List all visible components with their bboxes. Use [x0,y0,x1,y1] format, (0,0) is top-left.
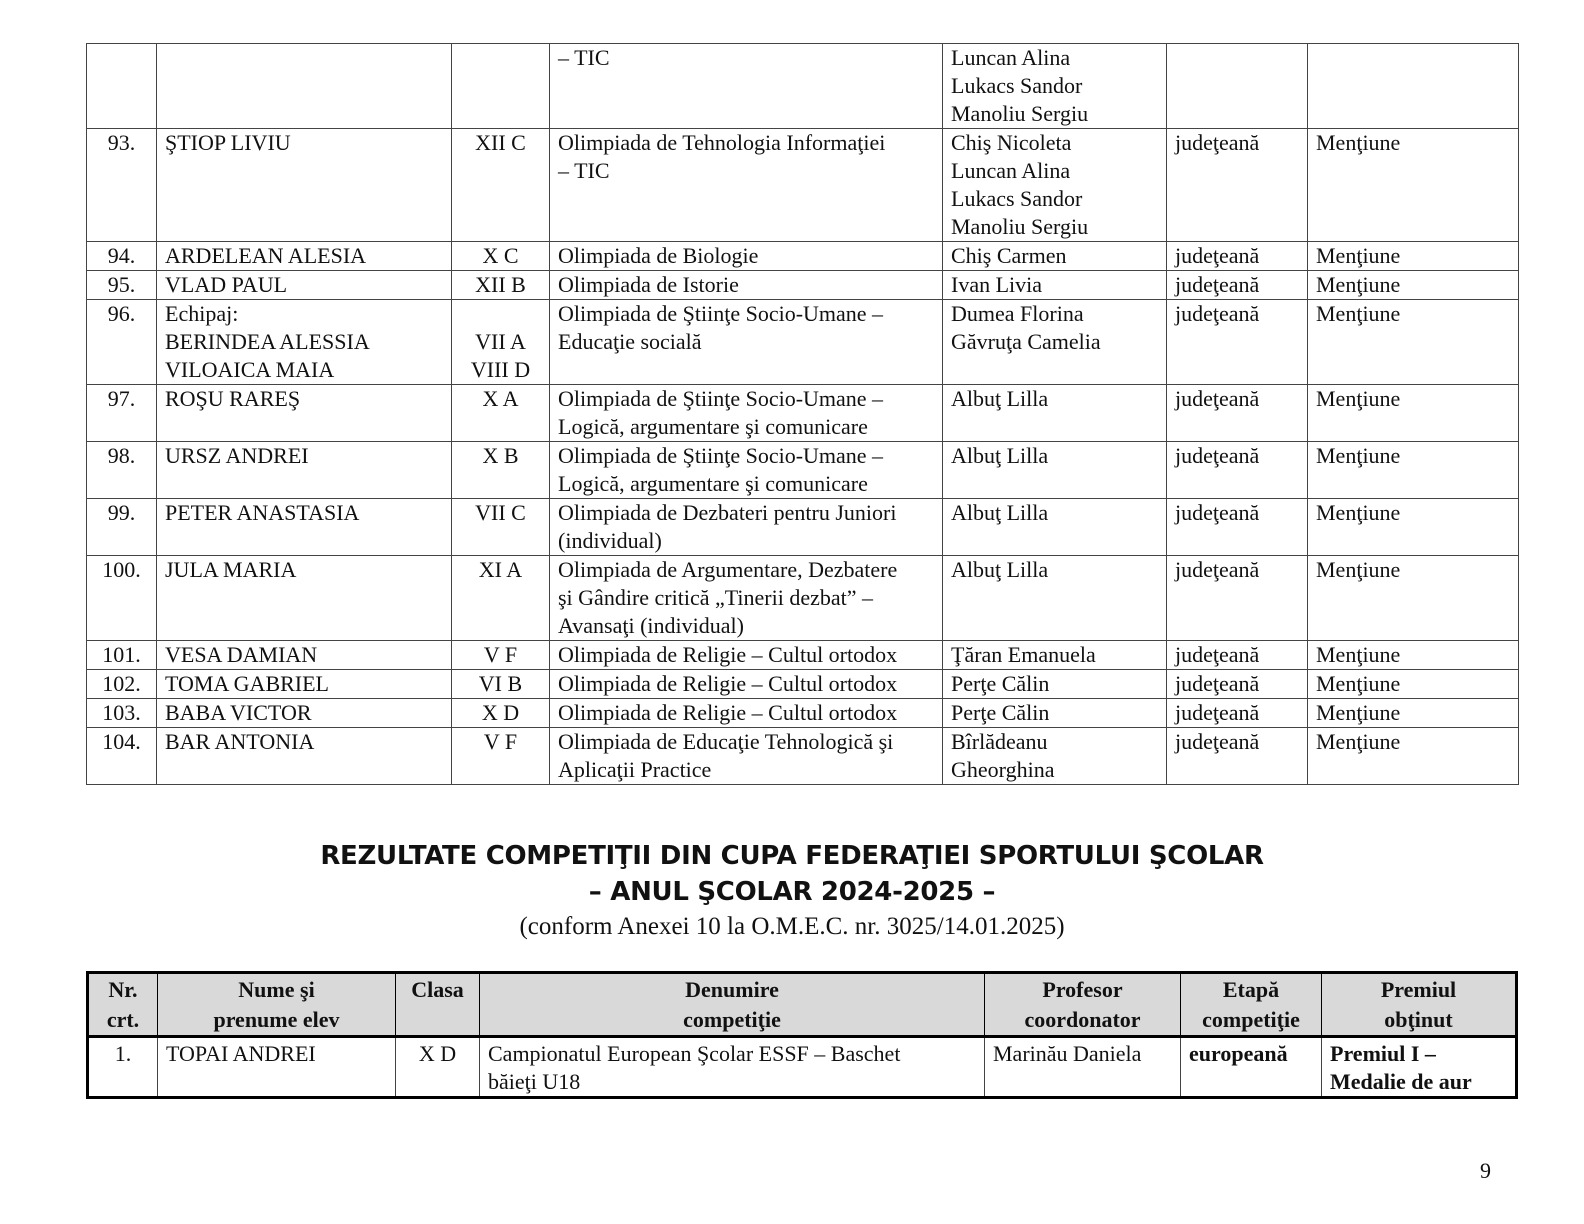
cell-text: X B [482,443,519,468]
cell-nr [87,44,157,129]
cell-profesor [943,499,1167,556]
cell-etapa [1181,1037,1322,1098]
cell-profesor [943,271,1167,300]
cell-etapa [1181,973,1322,1037]
results-table-continued [86,43,1519,785]
cell-text: Olimpiada de Ştiinţe Socio-Umane – [558,443,884,468]
cell-text: competiţie [683,1007,781,1032]
cell-etapa [1167,556,1308,641]
cell-text: Echipaj: [165,301,239,326]
cell-text: Manoliu Sergiu [951,101,1089,126]
cell-text [1175,44,1299,72]
cell-text: Marinău Daniela [993,1041,1142,1066]
cell-text: VI B [478,671,523,696]
cell-profesor [943,641,1167,670]
cell-text: Luncan Alina [951,45,1071,70]
cell-competitie [550,556,943,641]
table-row [87,556,1519,641]
cell-text: BABA VICTOR [165,700,312,725]
cell-text: X D [418,1041,457,1066]
cell-text: VIII D [470,357,531,382]
cell-text: ŞTIOP LIVIU [165,130,291,155]
cell-text: judeţeană [1175,700,1260,725]
cell-text: judeţeană [1175,557,1260,582]
cell-profesor [943,242,1167,271]
cell-name [157,442,452,499]
cell-etapa [1167,129,1308,242]
cell-text: – TIC [558,45,610,70]
cell-competitie [550,129,943,242]
cell-name [157,300,452,385]
cell-text: Campionatul European Şcolar ESSF – Baschet [488,1041,901,1066]
cell-name [157,670,452,699]
cell-etapa [1167,300,1308,385]
cell-text: băieţi U18 [488,1069,581,1094]
cell-text: Perţe Călin [951,671,1050,696]
cell-text: Olimpiada de Educaţie Tehnologică şi [558,729,894,754]
cell-text: Menţiune [1316,272,1401,297]
cell-text: Olimpiada de Argumentare, Dezbatere [558,557,898,582]
cell-premiu [1322,973,1517,1037]
cell-text: Premiul [1380,977,1457,1002]
table-row [87,44,1519,129]
cell-text: Nr. [108,977,138,1002]
cell-text: Menţiune [1316,557,1401,582]
cell-nr [87,499,157,556]
heading-year: – ANUL ŞCOLAR 2024-2025 – [588,877,996,907]
cell-text: judeţeană [1175,443,1260,468]
cell-text: 99. [107,500,136,525]
cell-text [95,44,148,72]
cell-text: TOPAI ANDREI [166,1041,316,1066]
cell-clasa [396,973,480,1037]
cell-etapa [1167,44,1308,129]
cell-nr [87,385,157,442]
cell-competitie [550,670,943,699]
cell-text: Olimpiada de Biologie [558,243,759,268]
cell-text: judeţeană [1175,500,1260,525]
cell-text: Olimpiada de Religie – Cultul ortodox [558,671,898,696]
cell-name [157,556,452,641]
cell-premiu [1308,385,1519,442]
cell-text [460,300,541,328]
cell-nr [87,271,157,300]
cell-text: Avansaţi (individual) [558,613,744,638]
cell-text: Olimpiada de Ştiinţe Socio-Umane – [558,386,884,411]
cell-nr [87,670,157,699]
table-row [87,242,1519,271]
cell-etapa [1167,385,1308,442]
cell-premiu [1308,699,1519,728]
table-row [87,129,1519,242]
cell-name [157,699,452,728]
cell-text: judeţeană [1175,386,1260,411]
cell-text: 104. [102,729,141,754]
cell-name [157,242,452,271]
cell-text: 96. [107,301,136,326]
cell-clasa [452,442,550,499]
cell-clasa [452,385,550,442]
cell-text: Lukacs Sandor [951,73,1083,98]
cell-text: Menţiune [1316,500,1401,525]
cell-name [158,973,396,1037]
cell-text: Logică, argumentare şi comunicare [558,414,868,439]
cell-text: Menţiune [1316,386,1401,411]
cell-text: coordonator [1024,1007,1141,1032]
cell-etapa [1167,499,1308,556]
cell-nr [87,300,157,385]
cell-competitie [550,442,943,499]
cell-profesor [943,300,1167,385]
cell-clasa [452,670,550,699]
table-row [87,385,1519,442]
cell-text: judeţeană [1175,272,1260,297]
cell-competitie [550,699,943,728]
cell-text: europeană [1189,1041,1288,1066]
cell-text: Olimpiada de Dezbateri pentru Juniori [558,500,897,525]
table-row [87,300,1519,385]
cell-premiu [1308,556,1519,641]
cell-premiu [1308,670,1519,699]
cell-clasa [452,556,550,641]
cell-nr [87,129,157,242]
cell-text: (individual) [558,528,662,553]
cell-text: VESA DAMIAN [165,642,318,667]
cell-premiu [1308,44,1519,129]
cell-competitie [550,499,943,556]
cell-competitie [550,271,943,300]
cell-text: Clasa [411,977,464,1002]
cell-premiu [1308,499,1519,556]
cell-profesor [985,973,1181,1037]
cell-text: 102. [102,671,141,696]
cell-text: XII C [475,130,526,155]
cell-text: Aplicaţii Practice [558,757,712,782]
table-header-row [88,973,1517,1037]
cell-premiu [1308,442,1519,499]
cell-text: Olimpiada de Istorie [558,272,739,297]
cell-text: PETER ANASTASIA [165,500,360,525]
cell-text: V F [483,729,518,754]
cell-nr [87,699,157,728]
cell-competitie [550,385,943,442]
cell-text: V F [483,642,518,667]
cell-text: Educaţie socială [558,329,702,354]
cell-text: Profesor [1042,977,1123,1002]
cell-text: Chiş Carmen [951,243,1067,268]
cell-text: URSZ ANDREI [165,443,309,468]
cell-text: Chiş Nicoleta [951,130,1072,155]
cell-nr [87,556,157,641]
cell-name [157,271,452,300]
cell-text: JULA MARIA [165,557,297,582]
cell-competitie [550,728,943,785]
cell-clasa [452,242,550,271]
cell-etapa [1167,271,1308,300]
cell-text: BAR ANTONIA [165,729,315,754]
cell-text: Olimpiada de Religie – Cultul ortodox [558,700,898,725]
cell-text: 93. [107,130,136,155]
cell-nr [87,442,157,499]
cell-clasa [452,728,550,785]
cell-text: Menţiune [1316,301,1401,326]
cell-text: ARDELEAN ALESIA [165,243,367,268]
cell-competitie [480,973,985,1037]
cell-text: Olimpiada de Religie – Cultul ortodox [558,642,898,667]
cell-competitie [480,1037,985,1098]
cell-clasa [452,499,550,556]
cell-clasa [452,44,550,129]
cell-name [157,385,452,442]
cell-text: judeţeană [1175,301,1260,326]
cell-premiu [1308,641,1519,670]
cell-text: Medalie de aur [1330,1069,1472,1094]
cell-name [158,1037,396,1098]
cell-etapa [1167,442,1308,499]
cell-text: BERINDEA ALESSIA [165,329,370,354]
cell-clasa [452,300,550,385]
cell-text: X C [482,243,519,268]
cell-text: ROŞU RAREŞ [165,386,301,411]
cell-text: 94. [107,243,136,268]
cell-premiu [1308,129,1519,242]
cell-text: VILOAICA MAIA [165,357,335,382]
cell-text: 100. [102,557,141,582]
cell-text: Gheorghina [951,757,1055,782]
cell-clasa [452,271,550,300]
cell-nr [87,641,157,670]
cell-profesor [943,385,1167,442]
cell-text: Olimpiada de Ştiinţe Socio-Umane – [558,301,884,326]
cell-competitie [550,300,943,385]
cell-text: judeţeană [1175,642,1260,667]
cell-text: Denumire [685,977,779,1002]
cell-text: 103. [102,700,141,725]
cell-text: competiţie [1202,1007,1300,1032]
cell-text: X D [481,700,520,725]
heading-title: REZULTATE COMPETIŢII DIN CUPA FEDERAŢIEI SPORTULUI ŞCOLAR [320,841,1264,871]
cell-text: Menţiune [1316,243,1401,268]
cell-text: Albuţ Lilla [951,557,1049,582]
cell-premiu [1322,1037,1517,1098]
cell-text: şi Gândire critică „Tinerii dezbat” – [558,585,874,610]
cell-text: Logică, argumentare şi comunicare [558,471,868,496]
cell-text: Menţiune [1316,671,1401,696]
section-heading [0,838,1584,944]
cell-text: 1. [114,1041,132,1066]
cell-text: judeţeană [1175,729,1260,754]
cell-text: VII A [475,329,526,354]
cell-clasa [452,129,550,242]
cell-profesor [943,442,1167,499]
cell-text: Menţiune [1316,443,1401,468]
cell-text [1316,44,1510,72]
cell-text: Premiul I – [1330,1041,1436,1066]
cell-text: Olimpiada de Tehnologia Informaţiei [558,130,886,155]
cell-competitie [550,44,943,129]
cell-text: judeţeană [1175,130,1260,155]
cell-nr [88,973,158,1037]
cell-profesor [943,728,1167,785]
cell-premiu [1308,271,1519,300]
cell-competitie [550,641,943,670]
cell-text: Lukacs Sandor [951,186,1083,211]
cell-text: 97. [107,386,136,411]
cell-text [460,44,541,72]
cell-text: XII B [475,272,526,297]
cell-text: obţinut [1384,1007,1453,1032]
cell-name [157,129,452,242]
cell-name [157,44,452,129]
cell-text: 95. [107,272,136,297]
cell-text: Nume şi [238,977,315,1002]
cell-text: judeţeană [1175,243,1260,268]
cell-text: Dumea Florina [951,301,1084,326]
cell-text: VII C [475,500,526,525]
cell-etapa [1167,728,1308,785]
cell-text [165,44,443,72]
table-row [87,271,1519,300]
cell-text: Perţe Călin [951,700,1050,725]
cell-text: Albuţ Lilla [951,443,1049,468]
cell-text: Etapă [1222,977,1280,1002]
cell-premiu [1308,728,1519,785]
cell-text: 98. [107,443,136,468]
table-row [87,670,1519,699]
cell-text: VLAD PAUL [165,272,288,297]
cell-premiu [1308,300,1519,385]
cell-profesor [943,556,1167,641]
cell-text: Ivan Livia [951,272,1043,297]
cell-clasa [452,699,550,728]
cell-nr [87,728,157,785]
cell-text: Menţiune [1316,729,1401,754]
table-row [88,1037,1517,1098]
table-row [87,641,1519,670]
cell-name [157,499,452,556]
cell-text: Menţiune [1316,642,1401,667]
cell-text: – TIC [558,158,610,183]
cell-text: Manoliu Sergiu [951,214,1089,239]
cell-text: 101. [102,642,141,667]
cell-text: prenume elev [213,1007,340,1032]
cell-competitie [550,242,943,271]
cell-text: Menţiune [1316,700,1401,725]
cell-text: Menţiune [1316,130,1401,155]
cell-clasa [396,1037,480,1098]
cell-etapa [1167,670,1308,699]
cell-etapa [1167,242,1308,271]
cell-etapa [1167,641,1308,670]
cell-premiu [1308,242,1519,271]
cell-text: Albuţ Lilla [951,500,1049,525]
page-number: 9 [1480,1158,1491,1183]
cell-profesor [943,699,1167,728]
cell-nr [87,242,157,271]
sports-results-table [86,971,1518,1099]
cell-etapa [1167,699,1308,728]
cell-text: TOMA GABRIEL [165,671,329,696]
cell-text: Luncan Alina [951,158,1071,183]
cell-profesor [985,1037,1181,1098]
cell-name [157,641,452,670]
cell-text: Găvruţa Camelia [951,329,1101,354]
table-row [87,442,1519,499]
cell-text: Ţăran Emanuela [951,642,1096,667]
cell-name [157,728,452,785]
table-row [87,728,1519,785]
table-row [87,499,1519,556]
heading-subtitle: (conform Anexei 10 la O.M.E.C. nr. 3025/14.01.2025) [519,913,1065,940]
cell-text: XI A [478,557,523,582]
cell-profesor [943,44,1167,129]
cell-text: judeţeană [1175,671,1260,696]
cell-nr [88,1037,158,1098]
cell-text: Albuţ Lilla [951,386,1049,411]
cell-clasa [452,641,550,670]
table-row [87,699,1519,728]
cell-text: crt. [106,1007,140,1032]
cell-profesor [943,129,1167,242]
cell-text: Bîrlădeanu [951,729,1048,754]
cell-profesor [943,670,1167,699]
cell-text: X A [482,386,519,411]
